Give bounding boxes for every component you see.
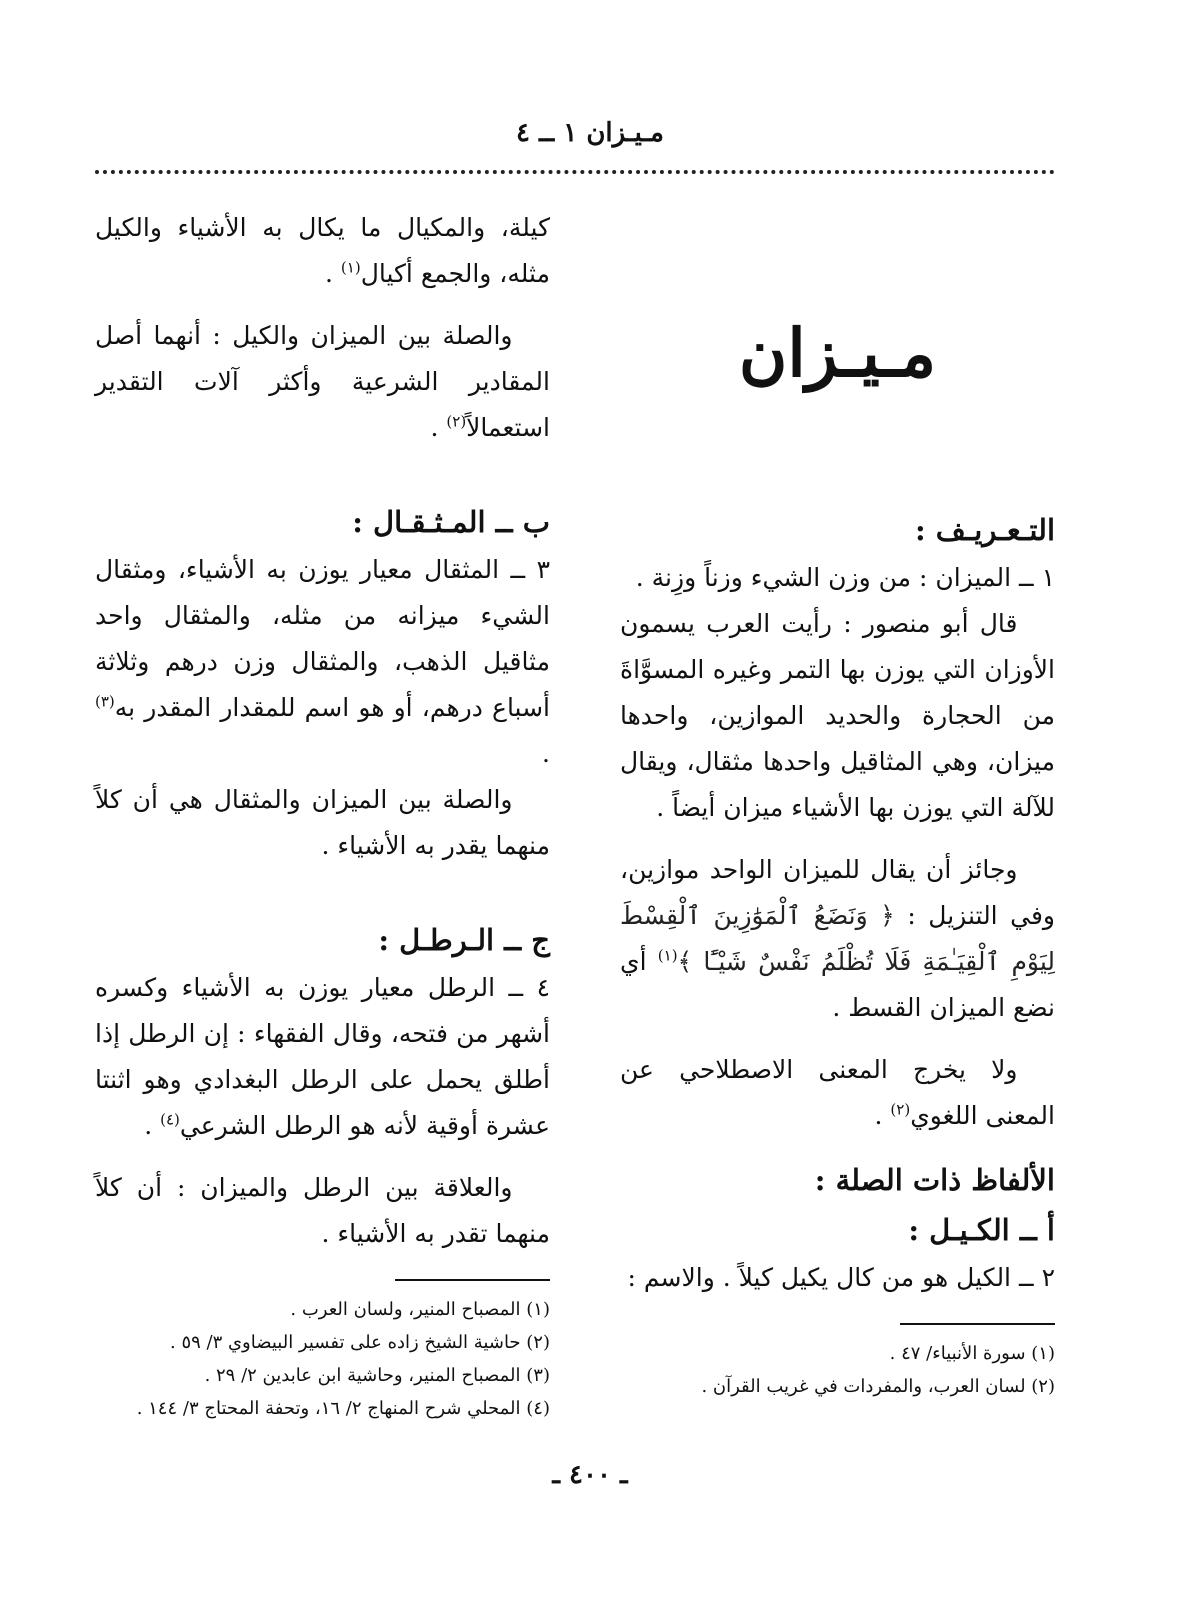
running-head: مـيـزان ١ ــ ٤ — [515, 118, 664, 148]
spacer — [95, 869, 550, 915]
paragraph-text: ٤ ــ الرطل معيار يوزن به الأشياء وكسره أشهر من فتحه، وقال الفقهاء : إن الرطل إذا أطلق يحمل على الرطل البغدادي وهو اثنتا عشرة أوقية لأنه هو الرطل الشرعي — [95, 973, 550, 1140]
footnote: (١) سورة الأنبياء/ ٤٧ . — [889, 1343, 1055, 1364]
paragraph-text: ولا يخرج المعنى الاصطلاحي عن المعنى اللغوي — [620, 1055, 1055, 1130]
footnote-ref: (٢) — [890, 1100, 911, 1119]
paragraph: والصلة بين الميزان والمثقال هي أن كلاً منهما يقدر به الأشياء . — [95, 785, 550, 860]
right-column — [620, 205, 1055, 1403]
footnote: (٤) المحلي شرح المنهاج ٢/ ١٦، وتحفة المحتاج ٣/ ١٤٤ . — [136, 1398, 550, 1419]
quran-verse: ﴿ وَنَضَعُ ٱلْمَوَٰزِينَ ٱلْقِسْطَ لِيَوْمِ ٱلْقِيَـٰمَةِ فَلَا تُظْلَمُ نَفْسٌ شَيْـًٔا ﴾ — [620, 901, 1055, 976]
left-column — [95, 205, 550, 1425]
section-heading-ratl: ج ــ الـرطـل : — [378, 923, 550, 957]
section-heading-definition: التـعـريـف : — [914, 513, 1055, 547]
paragraph — [95, 965, 550, 1149]
paragraph-text: . — [542, 739, 550, 768]
paragraph — [95, 313, 550, 451]
section-heading-mithqal: ب ــ المـثـقـال : — [352, 505, 550, 539]
footnote-ref: (١) — [657, 946, 678, 965]
paragraph — [95, 205, 550, 297]
footnote: (٣) المصباح المنير، وحاشية ابن عابدين ٢/ ٢٩ . — [204, 1365, 550, 1386]
paragraph — [620, 1047, 1055, 1139]
section-heading-related-terms: الألفاظ ذات الصلة : — [814, 1163, 1055, 1197]
footnote: (٢) حاشية الشيخ زاده على تفسير البيضاوي ٣/ ٥٩ . — [169, 1332, 550, 1353]
paragraph-text: كيلة، والمكيال ما يكال به الأشياء والكيل مثله، والجمع أكيال — [95, 213, 550, 288]
spacer — [95, 451, 550, 497]
paragraph-text: أي نضع الميزان القسط . — [620, 947, 1055, 1022]
spacer — [620, 1139, 1055, 1155]
footnote-ref: (١) — [340, 258, 361, 277]
spacer — [620, 1031, 1055, 1047]
paragraph-text: . — [874, 1101, 883, 1130]
paragraph — [620, 847, 1055, 1031]
footnote: (٢) لسان العرب، والمفردات في غريب القرآن . — [701, 1376, 1055, 1397]
footnote-rule — [900, 1323, 1055, 1325]
spacer — [95, 297, 550, 313]
paragraph-text: . — [325, 259, 333, 288]
header-dotted-rule — [95, 170, 1055, 174]
footnote-ref: (٣) — [95, 692, 115, 711]
spacer — [95, 1149, 550, 1165]
paragraph-text: . — [144, 1111, 153, 1140]
page-number: ـ ٤٠٠ ـ — [552, 1460, 628, 1490]
spacer — [620, 831, 1055, 847]
footnote: (١) المصباح المنير، ولسان العرب . — [290, 1299, 550, 1320]
entry-title: مـيـزان — [738, 314, 937, 392]
footnote-rule — [395, 1279, 550, 1281]
footnote-ref: (٢) — [446, 412, 467, 431]
paragraph: ٢ ــ الكيل هو من كال يكيل كيلاً . والاسم : — [627, 1263, 1055, 1292]
paragraph-text: . — [430, 413, 439, 442]
paragraph-text: ٣ ــ المثقال معيار يوزن به الأشياء، ومثقال الشيء ميزانه من مثله، والمثقال واحد مثاقيل الذهب، والمثقال وزن درهم وثلاثة أسباع درهم، أو هو اسم للمقدار المقدر به — [95, 555, 550, 722]
paragraph-text: وجائز أن يقال للميزان الواحد موازين، وفي التنزيل : — [620, 855, 1055, 930]
paragraph: والعلاقة بين الرطل والميزان : أن كلاً منهما تقدر به الأشياء . — [95, 1173, 550, 1248]
section-heading-kayl: أ ــ الكـيـل : — [908, 1213, 1055, 1247]
footnotes — [95, 1293, 550, 1425]
paragraph: ١ ــ الميزان : من وزن الشيء وزناً وزِنة . — [635, 563, 1055, 592]
paragraph: قال أبو منصور : رأيت العرب يسمون الأوزان التي يوزن بها التمر وغيره المسوَّاةَ من الحجارة والحديد الموازين، واحدها ميزان، وهي المثاقيل واحدها مثقال، ويقال للآلة التي يوزن بها الأشياء ميزان أيضاً . — [620, 609, 1055, 822]
paragraph — [95, 547, 550, 777]
paragraph-text: والصلة بين الميزان والكيل : أنهما أصل المقادير الشرعية وأكثر آلات التقدير استعمالاً — [95, 321, 550, 442]
footnote-ref: (٤) — [160, 1110, 180, 1129]
footnotes — [620, 1337, 1055, 1403]
